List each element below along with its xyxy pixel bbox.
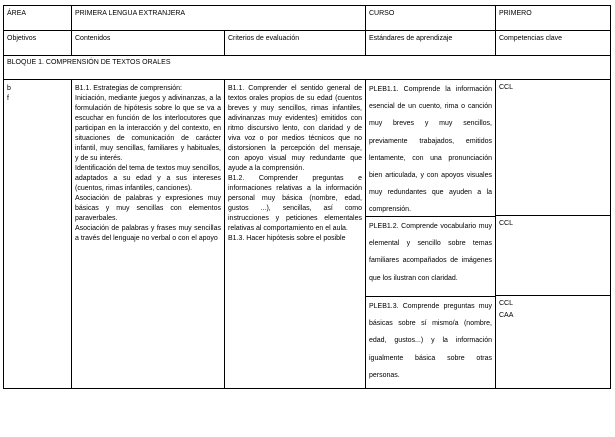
- contenido-item: Identificación del tema de textos muy sencillos, adaptados a su edad y a sus intereses (cuentos, rimas infantiles, canciones).: [75, 165, 221, 192]
- content-row: [4, 80, 611, 389]
- competencias-cell: [496, 80, 611, 389]
- estandar-item: PLEB1.2. Comprende vocabulario muy elemental y sencillo sobre temas familiares acompañados de imágenes que los ilustran con claridad.: [366, 217, 495, 297]
- estandar-item: PLEB1.3. Comprende preguntas muy básicas sobre sí mismo/a (nombre, edad, gustos...) y la información igualmente básica sobre otras personas.: [369, 303, 492, 379]
- contenido-item: B1.1. Estrategias de comprensión:: [75, 85, 183, 92]
- course-label: CURSO: [366, 6, 496, 31]
- contenidos-cell: [72, 80, 225, 389]
- competencia-item: CAA: [499, 312, 514, 319]
- competencia-group: [496, 80, 610, 216]
- subject-title: PRIMERA LENGUA EXTRANJERA: [72, 6, 366, 31]
- col-estandares: Estándares de aprendizaje: [366, 31, 496, 56]
- competencia-group: [496, 216, 610, 296]
- column-header-row: [4, 31, 611, 56]
- area-label: ÁREA: [4, 6, 72, 31]
- competencia-item: CCL: [499, 300, 514, 307]
- competencia-group: [496, 296, 610, 384]
- col-criterios: Criterios de evaluación: [225, 31, 366, 56]
- bloque-row: [4, 56, 611, 80]
- estandar-item: PLEB1.1. Comprende la información esencial de un cuento, rima o canción muy breves y muy sencillos, previamente trabajados, emitidos lentamente, con una pronunciación bien articulada, y con apoyos visuales muy redundantes que ayuden a la comprensión.: [366, 80, 495, 217]
- estandares-cell: [366, 80, 496, 389]
- course-value: PRIMERO: [496, 6, 611, 31]
- col-contenidos: Contenidos: [72, 31, 225, 56]
- criterio-item: B1.3. Hacer hipótesis sobre el posible: [228, 235, 346, 242]
- objetivos-cell: [4, 80, 72, 389]
- header-row: [4, 6, 611, 31]
- objetivo-item: b: [7, 85, 11, 92]
- criterio-item: B1.2. Comprender preguntas e informaciones relativas a la información personal muy básica (nombre, edad, gustos ...), sencillas, así como instrucciones y peticiones elementales relativas al comportamiento en el aula.: [228, 175, 362, 232]
- criterio-item: B1.1. Comprender el sentido general de textos orales propios de su edad (cuentos breves y muy sencillos, rimas infantiles, adivinanzas muy evidentes) emitidos con ritmo discursivo lento, con claridad y de viva voz o por medios técnicos que no distorsionen la percepción del mensaje, con apoyo visual muy redundante que ayude a la comprensión.: [228, 85, 362, 172]
- competencia-item: CCL: [499, 84, 514, 91]
- criterios-cell: [225, 80, 366, 389]
- col-objetivos: Objetivos: [4, 31, 72, 56]
- objetivo-item: f: [7, 95, 9, 102]
- col-competencias: Competencias clave: [496, 31, 611, 56]
- bloque-title: BLOQUE 1. COMPRENSIÓN DE TEXTOS ORALES: [4, 56, 611, 80]
- contenido-item: Asociación de palabras y expresiones muy básicas y muy sencillas con elementos paraverbales.: [75, 195, 221, 222]
- curriculum-table: [3, 5, 611, 389]
- competencia-item: CCL: [499, 220, 514, 227]
- contenido-item: Iniciación, mediante juegos y adivinanzas, a la formulación de hipótesis sobre lo que se va a escuchar en función de los interlocutores que participan en la interacción y del contexto, en situaciones de comunicación de carácter infantil, muy sencillas, familiares y habituales, y de su interés.: [75, 95, 221, 162]
- contenido-item: Asociación de palabras y frases muy sencillas a través del lenguaje no verbal o con el apoyo: [75, 225, 221, 242]
